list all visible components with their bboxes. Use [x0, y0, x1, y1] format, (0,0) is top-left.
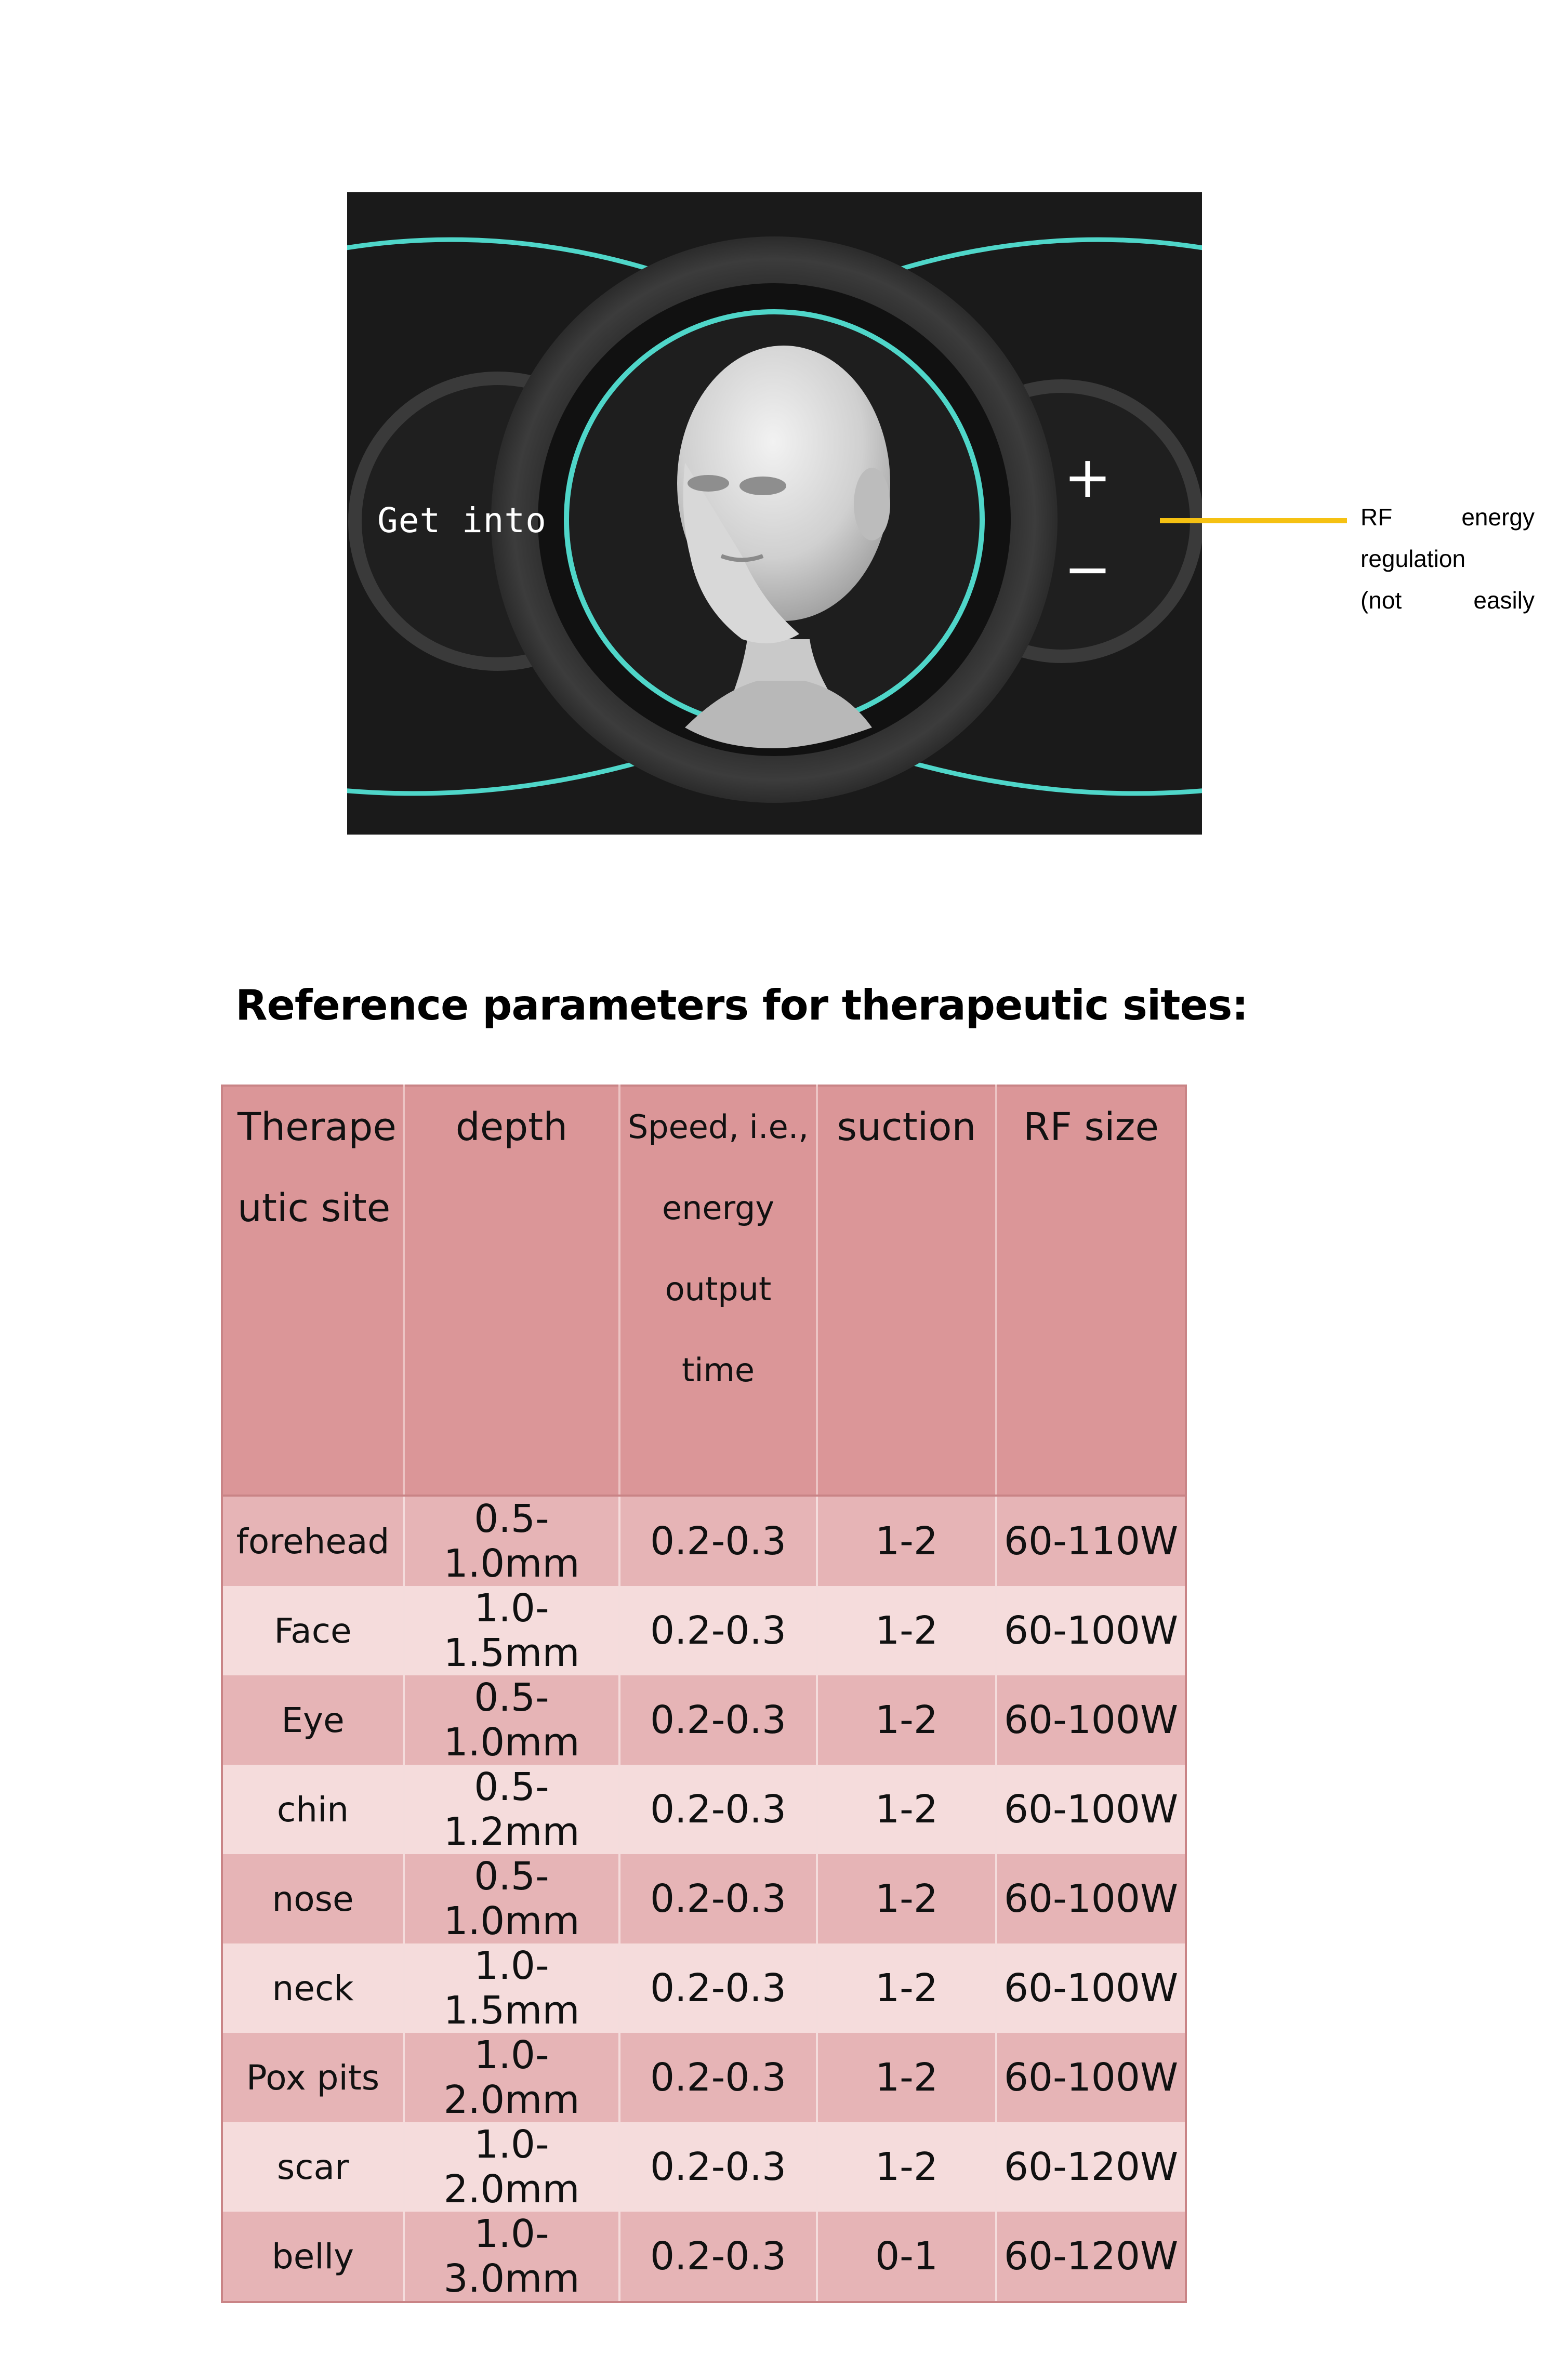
cell-suction: 1-2 [817, 1854, 996, 1943]
cell-suction: 1-2 [817, 1496, 996, 1586]
cell-rf-size: 60-100W [996, 1675, 1186, 1765]
cell-depth: 0.5-1.0mm [404, 1854, 619, 1943]
header-text-line: utic site [237, 1186, 391, 1231]
cell-depth: 1.0-1.5mm [404, 1943, 619, 2033]
table-row [222, 1496, 1186, 1586]
cell-suction: 0-1 [817, 2212, 996, 2302]
cell-speed: 0.2-0.3 [619, 2033, 817, 2122]
teal-arc-bottom-left [347, 753, 669, 794]
cell-depth: 0.5-1.0mm [404, 1496, 619, 1586]
annotation-word: regulation [1360, 545, 1466, 572]
header-text-line: energy [662, 1189, 775, 1227]
header-text-line: RF size [1023, 1105, 1159, 1149]
cell-speed: 0.2-0.3 [619, 1496, 817, 1586]
cell-rf-size: 60-110W [996, 1496, 1186, 1586]
cell-depth: 0.5-1.2mm [404, 1765, 619, 1854]
header-text-line: Therape [237, 1105, 397, 1149]
annotation-line-3 [1360, 579, 1535, 621]
plus-icon[interactable]: + [1063, 444, 1112, 510]
cell-speed: 0.2-0.3 [619, 2122, 817, 2212]
table-body [222, 1496, 1186, 2302]
cell-site: nose [222, 1854, 404, 1943]
cell-site: belly [222, 2212, 404, 2302]
cell-suction: 1-2 [817, 1586, 996, 1675]
header-therapeutic-site [222, 1086, 404, 1496]
cell-rf-size: 60-120W [996, 2212, 1186, 2302]
cell-suction: 1-2 [817, 2033, 996, 2122]
cell-depth: 0.5-1.0mm [404, 1675, 619, 1765]
header-text-line: time [681, 1351, 755, 1389]
annotation-word: (not [1360, 587, 1402, 614]
parameters-table [221, 1085, 1187, 2303]
cell-rf-size: 60-100W [996, 2033, 1186, 2122]
header-text-line: depth [455, 1105, 568, 1149]
cell-site: Eye [222, 1675, 404, 1765]
device-screen [347, 192, 1202, 835]
teal-arc-bottom-right [880, 753, 1202, 794]
cell-site: scar [222, 2122, 404, 2212]
cell-speed: 0.2-0.3 [619, 1675, 817, 1765]
cell-depth: 1.0-2.0mm [404, 2122, 619, 2212]
header-text-line: suction [837, 1105, 976, 1149]
annotation-word: RF [1360, 504, 1393, 531]
header-text-line: Speed, i.e., [627, 1108, 809, 1146]
annotation-line-2 [1360, 538, 1535, 579]
teal-arc-top-left [347, 240, 669, 275]
cell-speed: 0.2-0.3 [619, 2212, 817, 2302]
cell-suction: 1-2 [817, 1943, 996, 2033]
table-row [222, 1943, 1186, 2033]
cell-speed: 0.2-0.3 [619, 1854, 817, 1943]
annotation-leader-line [1160, 518, 1347, 523]
header-depth [404, 1086, 619, 1496]
cell-site: chin [222, 1765, 404, 1854]
cell-rf-size: 60-100W [996, 1854, 1186, 1943]
cell-site: forehead [222, 1496, 404, 1586]
cell-suction: 1-2 [817, 1675, 996, 1765]
cell-rf-size: 60-100W [996, 1943, 1186, 2033]
table-row [222, 2212, 1186, 2302]
header-speed [619, 1086, 817, 1496]
cell-site: neck [222, 1943, 404, 2033]
table-row [222, 1586, 1186, 1675]
cell-depth: 1.0-2.0mm [404, 2033, 619, 2122]
section-heading: Reference parameters for therapeutic sites: [235, 981, 1248, 1029]
annotation-word: easily [1473, 587, 1535, 614]
cell-depth: 1.0-3.0mm [404, 2212, 619, 2302]
cell-site: Pox pits [222, 2033, 404, 2122]
get-into-button[interactable]: Get into [377, 500, 547, 540]
table-header-row [222, 1086, 1186, 1496]
cell-speed: 0.2-0.3 [619, 1943, 817, 2033]
header-text-line: output [665, 1270, 772, 1308]
cell-rf-size: 60-120W [996, 2122, 1186, 2212]
header-suction [817, 1086, 996, 1496]
cell-rf-size: 60-100W [996, 1765, 1186, 1854]
table-row [222, 1854, 1186, 1943]
minus-icon[interactable]: − [1063, 536, 1112, 602]
cell-rf-size: 60-100W [996, 1586, 1186, 1675]
annotation-line-1 [1360, 496, 1535, 538]
annotation-word: energy [1461, 504, 1535, 531]
table-row [222, 2122, 1186, 2212]
table-row [222, 2033, 1186, 2122]
annotation-text [1360, 496, 1535, 621]
cell-site: Face [222, 1586, 404, 1675]
cell-depth: 1.0-1.5mm [404, 1586, 619, 1675]
header-rf-size [996, 1086, 1186, 1496]
table-row [222, 1765, 1186, 1854]
cell-suction: 1-2 [817, 1765, 996, 1854]
cell-speed: 0.2-0.3 [619, 1765, 817, 1854]
cell-suction: 1-2 [817, 2122, 996, 2212]
table-row [222, 1675, 1186, 1765]
cell-speed: 0.2-0.3 [619, 1586, 817, 1675]
teal-arc-top-right [880, 240, 1202, 275]
